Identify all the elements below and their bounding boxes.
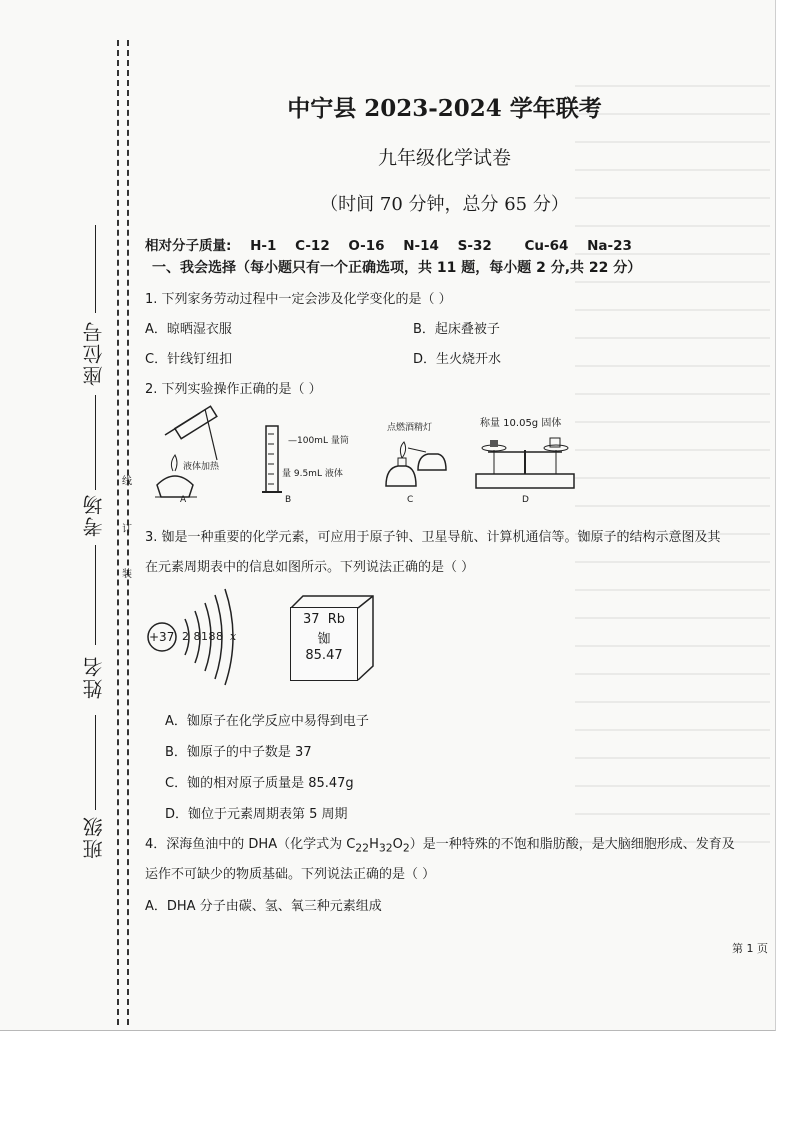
page-number: 第 1 页 xyxy=(732,942,768,955)
figure-a-liquid-heating xyxy=(145,405,255,505)
class-label: 班级 xyxy=(82,815,106,859)
q4-formula-h: H xyxy=(369,837,379,852)
binding-char-ding: 订 xyxy=(122,524,132,535)
q3-option-d: D．铷位于元素周期表第 5 周期 xyxy=(165,807,348,822)
q3-stem-line1: 3. 铷是一种重要的化学元素，可应用于原子钟、卫星导航、计算机通信等。铷原子的结构示意图及其 xyxy=(145,530,721,545)
element-name: 铷 xyxy=(317,632,331,647)
element-mass: 85.47 xyxy=(305,648,343,663)
figure-b-letter: B xyxy=(285,495,292,505)
atomic-mass-item: C-12 xyxy=(295,238,330,254)
atomic-masses-label: 相对分子质量: xyxy=(145,238,232,254)
q3-option-a: A．铷原子在化学反应中易得到电子 xyxy=(165,714,369,729)
q1-option-a: A．晾晒湿衣服 xyxy=(145,322,232,337)
time-info: （时间 70 分钟，总分 65 分） xyxy=(320,194,569,215)
element-number-symbol xyxy=(291,612,357,627)
atom-nucleus-charge: +37 xyxy=(149,630,175,644)
figure-b-cylinder xyxy=(258,422,288,500)
q4-formula-o: O xyxy=(392,837,403,852)
element-symbol: Rb xyxy=(327,612,346,627)
figure-c-label: 点燃酒精灯 xyxy=(387,423,433,433)
figure-a-letter: A xyxy=(180,495,187,505)
exam-subtitle: 九年级化学试卷 xyxy=(377,147,511,169)
figure-d-letter: D xyxy=(522,495,529,505)
exam-title: 中宁县 2023-2024 学年联考 xyxy=(287,95,602,122)
figure-c-letter: C xyxy=(407,495,414,505)
figure-d-balance xyxy=(470,426,580,492)
q4-stem-line1 xyxy=(145,833,735,855)
seat-number-underline xyxy=(95,225,96,313)
figure-d-label: 称量 10.05g 固体 xyxy=(480,418,562,429)
name-underline xyxy=(95,545,96,645)
q4-sub-o: 2 xyxy=(402,841,410,855)
atomic-mass-item: Na-23 xyxy=(587,238,632,254)
atom-shell-electrons: 2 8188 xyxy=(182,630,224,643)
q4-stem-post: ）是一种特殊的不饱和脂肪酸，是大脑细胞形成、发育及 xyxy=(409,837,735,852)
atomic-masses xyxy=(145,234,646,254)
figure-c-alcohol-lamps xyxy=(380,430,450,492)
q4-option-a: A．DHA 分子由碳、氢、氧三种元素组成 xyxy=(145,899,382,914)
q1-option-b: B．起床叠被子 xyxy=(413,322,500,337)
exam-room-label: 考场 xyxy=(82,493,106,537)
atomic-mass-item: Cu-64 xyxy=(524,238,569,254)
element-card xyxy=(290,607,358,681)
seat-number-label: 座位号 xyxy=(82,320,106,386)
binding-char-zhuang: 装 xyxy=(122,569,132,580)
figure-b-top-text: 100mL 量筒 xyxy=(297,436,349,446)
q4-sub-c: 22 xyxy=(355,841,370,855)
figure-b-bottom-label: 量 9.5mL 液体 xyxy=(282,469,343,479)
q1-option-d: D．生火烧开水 xyxy=(413,352,502,367)
atomic-mass-item: H-1 xyxy=(250,238,277,254)
q1-stem: 1. 下列家务劳动过程中一定会涉及化学变化的是（ ） xyxy=(145,292,452,307)
binding-char-line: 线 xyxy=(122,476,132,487)
class-underline xyxy=(95,715,96,810)
q3-stem-line2: 在元素周期表中的信息如图所示。下列说法正确的是（ ） xyxy=(145,560,475,575)
q2-stem: 2. 下列实验操作正确的是（ ） xyxy=(145,382,322,397)
atom-outer-electron-x: x xyxy=(230,630,237,643)
name-label: 姓名 xyxy=(82,655,106,699)
section-heading: 一、我会选择（每小题只有一个正确选项，共 11 题，每小题 2 分,共 22 分） xyxy=(152,260,642,276)
exam-room-underline xyxy=(95,395,96,490)
atomic-mass-item: O-16 xyxy=(348,238,385,254)
q3-option-b: B．铷原子的中子数是 37 xyxy=(165,745,312,760)
q1-option-c: C．针线钉纽扣 xyxy=(145,352,233,367)
atomic-mass-item: N-14 xyxy=(403,238,439,254)
atomic-mass-item: S-32 xyxy=(457,238,492,254)
element-number: 37 xyxy=(302,612,320,627)
q3-option-c: C．铷的相对原子质量是 85.47g xyxy=(165,776,354,791)
q4-stem-line2: 运作不可缺少的物质基础。下列说法正确的是（ ） xyxy=(145,867,436,882)
figure-a-label: 液体加热 xyxy=(183,462,220,472)
figure-b-top-label: —100mL 量筒 xyxy=(288,436,349,446)
q4-sub-h: 32 xyxy=(378,841,393,855)
q4-stem-pre: 4．深海鱼油中的 DHA（化学式为 C xyxy=(145,837,356,852)
